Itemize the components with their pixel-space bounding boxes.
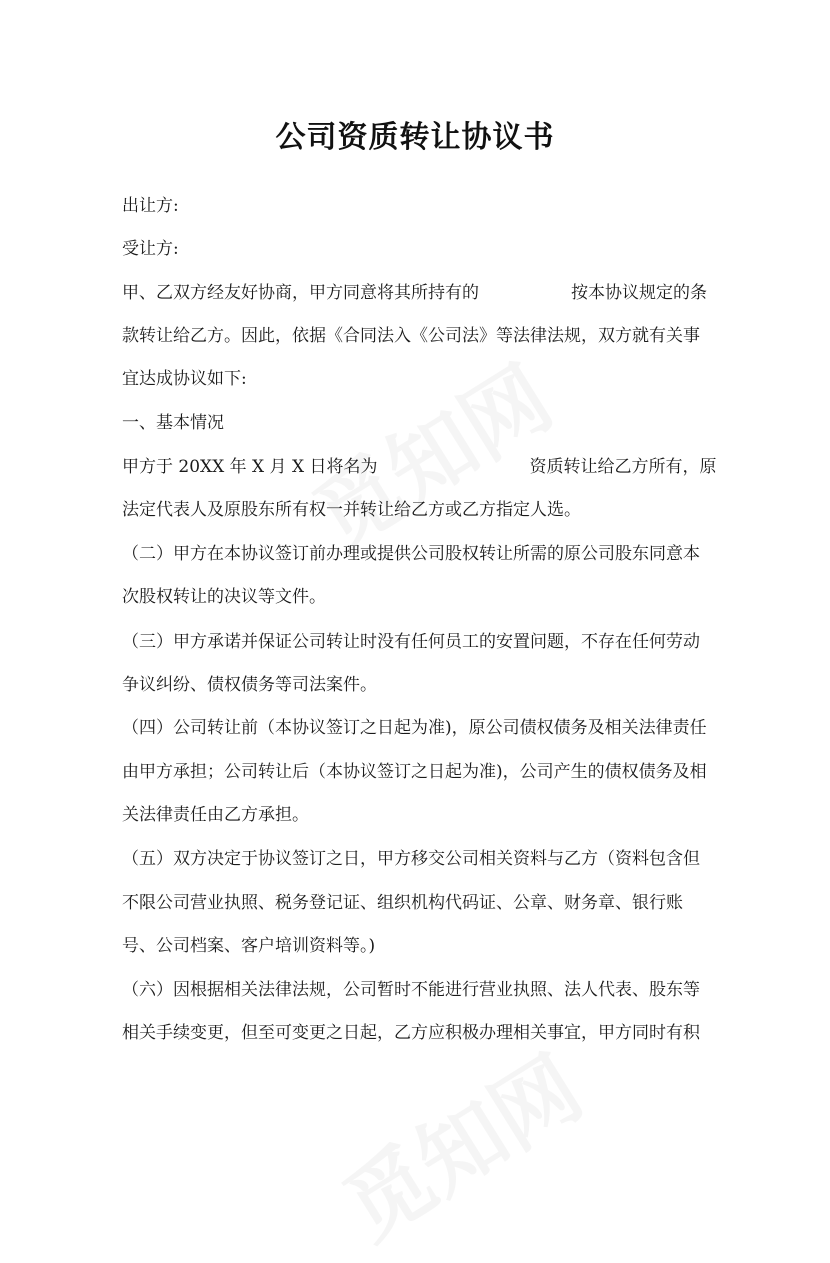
watermark: [287, 331, 572, 573]
clause-5-line-3: 号、公司档案、客户培训资料等。): [122, 936, 376, 956]
intro-text-before-blank: 甲、乙双方经友好协商，甲方同意将其所持有的: [122, 283, 479, 303]
clause-6-line-1: （六）因根据相关法律法规，公司暂时不能进行营业执照、法人代表、股东等: [122, 980, 700, 1000]
clause-3-line-2: 争议纠纷、债权债务等司法案件。: [122, 675, 377, 695]
section-heading: 一、基本情况: [122, 413, 224, 433]
intro-line-1: [122, 283, 707, 303]
clause-4-line-1: （四）公司转让前（本协议签订之日起为准)，原公司债权债务及相关法律责任: [122, 718, 707, 738]
clause-3-line-1: （三）甲方承诺并保证公司转让时没有任何员工的安置问题，不存在任何劳动: [122, 632, 700, 652]
transferee-label: 受让方:: [122, 239, 179, 259]
clause-2-line-1: （二）甲方在本协议签订前办理或提供公司股权转让所需的原公司股东同意本: [122, 544, 700, 564]
watermark: [317, 1021, 602, 1263]
clause-5-line-1: （五）双方决定于协议签订之日，甲方移交公司相关资料与乙方（资料包含但: [122, 849, 700, 869]
clause-1-line-2: 法定代表人及原股东所有权一并转让给乙方或乙方指定人选。: [122, 500, 581, 520]
clause-1-text-after-blank: 资质转让给乙方所有，原: [529, 457, 717, 477]
clause-4-line-2: 由甲方承担；公司转让后（本协议签订之日起为准)，公司产生的债权债务及相: [122, 762, 707, 782]
clause-4-line-3: 关法律责任由乙方承担。: [122, 805, 309, 825]
clause-1-line-1: [122, 457, 716, 477]
clause-6-line-2: 相关手续变更，但至可变更之日起，乙方应积极办理相关事宜，甲方同时有积: [122, 1023, 700, 1043]
transferor-label: 出让方:: [122, 196, 179, 216]
clause-1-text-before-blank: 甲方于 20XX 年 X 月 X 日将名为: [122, 457, 378, 477]
clause-2-line-2: 次股权转让的决议等文件。: [122, 587, 326, 607]
intro-text-after-blank: 按本协议规定的条: [571, 283, 707, 303]
document-title: 公司资质转让协议书: [275, 120, 555, 155]
intro-line-3: 宜达成协议如下:: [122, 369, 247, 389]
clause-5-line-2: 不限公司营业执照、税务登记证、组织机构代码证、公章、财务章、银行账: [122, 893, 683, 913]
intro-line-2: 款转让给乙方。因此，依据《合同法入《公司法》等法律法规，双方就有关事: [122, 326, 700, 346]
